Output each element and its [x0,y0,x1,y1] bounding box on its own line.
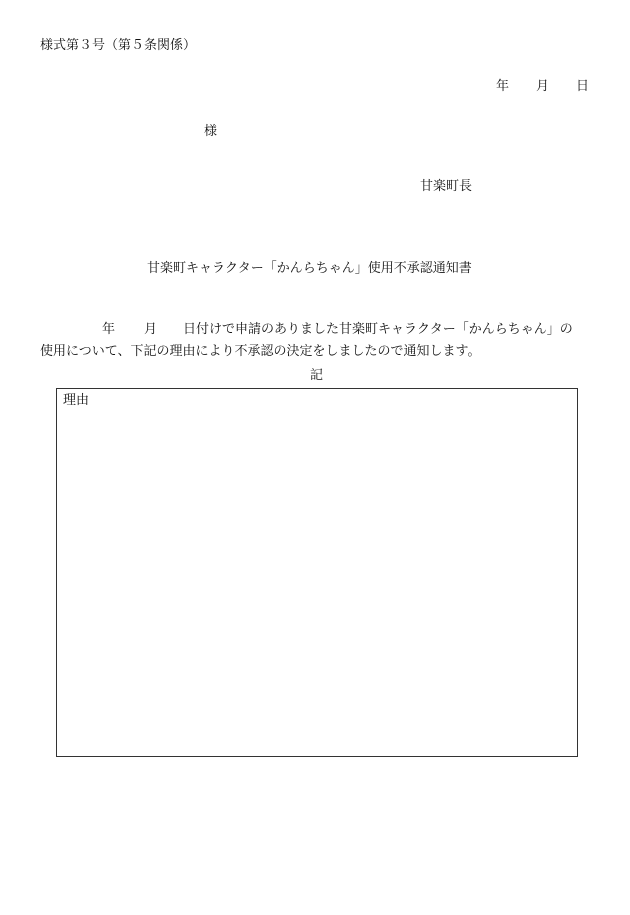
issuer-name: 甘楽町長 [420,179,473,194]
body-line-1 [102,323,573,336]
body-year-label: 年 [102,322,116,337]
date-month-label: 月 [536,79,550,94]
body-line-2: 使用について、下記の理由により不承認の決定をしましたので通知します。 [40,344,481,359]
date-day-label: 日 [576,79,590,94]
body-line-1-text: 日付けで申請のありました甘楽町キャラクター「かんらちゃん」の [183,322,573,337]
date-year-label: 年 [496,79,510,94]
reason-label: 理由 [63,393,90,408]
form-number: 様式第３号（第５条関係） [40,38,197,53]
ki-heading: 記 [310,368,324,383]
date-line [496,80,589,93]
document-title: 甘楽町キャラクター「かんらちゃん」使用不承認通知書 [147,261,472,276]
addressee-suffix: 様 [204,124,218,139]
body-month-label: 月 [144,322,158,337]
reason-box [56,388,578,757]
